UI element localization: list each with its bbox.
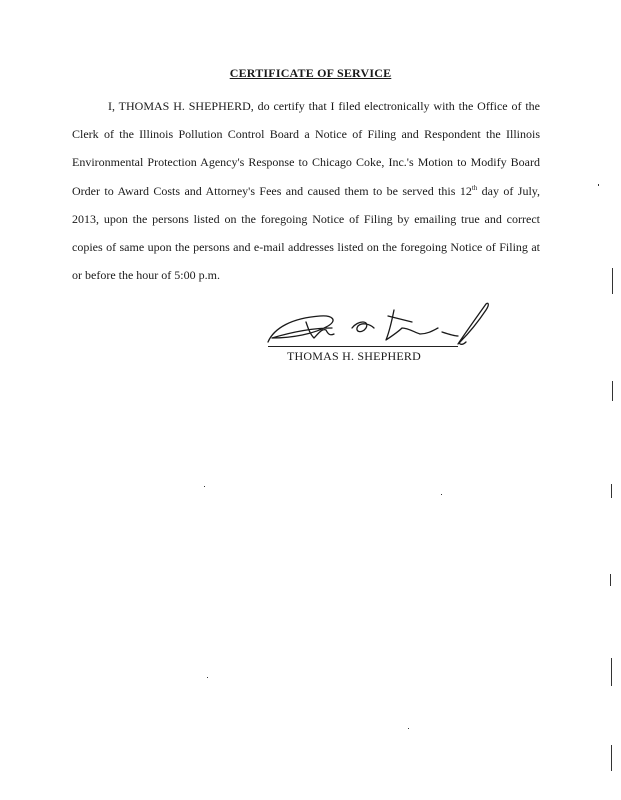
signature-line [268,346,458,347]
signer-name: THOMAS H. SHEPHERD [287,349,421,363]
scan-mark [611,745,612,771]
ordinal-suffix: th [471,183,478,192]
scan-mark [204,486,205,487]
scan-mark [598,184,599,186]
scan-mark [612,381,613,401]
handwritten-signature [262,298,492,350]
scan-mark [408,728,409,729]
certificate-title: CERTIFICATE OF SERVICE [229,66,392,80]
scan-mark [207,677,208,678]
scan-mark [611,484,612,498]
scan-mark [611,658,612,686]
scan-mark [610,574,611,586]
certification-paragraph [72,92,540,289]
paragraph-text-part-2: day of July, 2013, upon the persons listed on the foregoing Notice of Filing by emailing true and correct copies of same upon the persons and e-mail addresses listed on the foregoing Notice of Filing at or before the hour of 5:00 p.m. [72,183,541,283]
scan-mark [612,268,613,294]
paragraph-text-part-1: I, THOMAS H. SHEPHERD, do certify that I filed electronically with the Office of the Clerk of the Illinois Pollution Control Board a Notice of Filing and Respondent the Illinois Environmental Protection Agency's Response to Chicago Coke, Inc.'s Motion to Modify Board Order to Award Costs and Attorney's Fees and caused them to be served this 12 [72,99,540,198]
scan-mark [441,494,442,495]
